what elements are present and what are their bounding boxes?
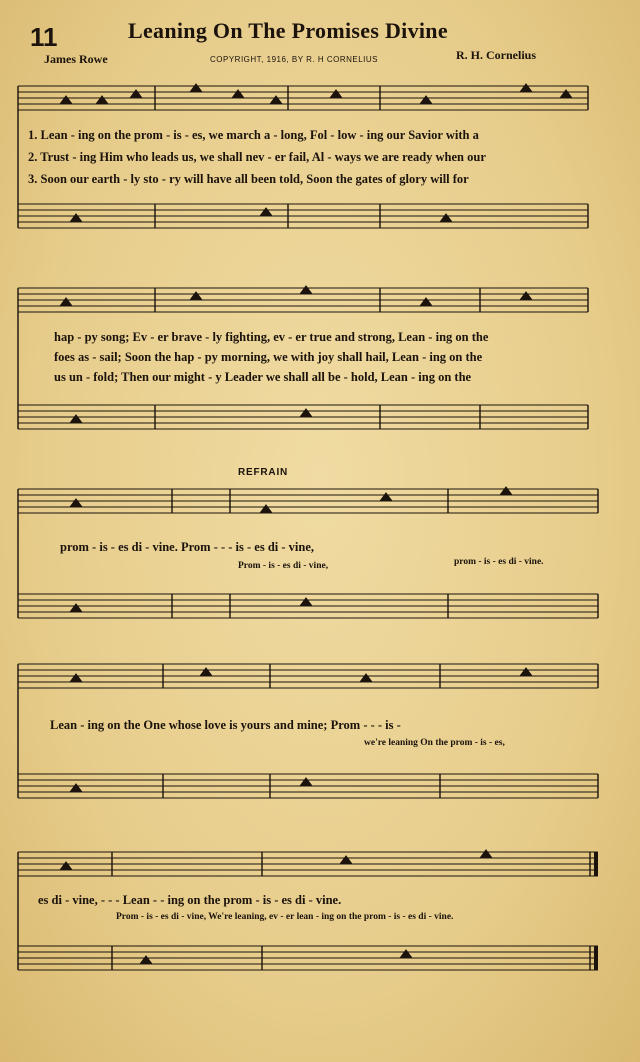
refrain-line-1: prom - is - es di - vine. Prom - - - is - es di - vine, <box>60 540 315 554</box>
staff-system-5-treble <box>18 852 598 876</box>
verse-1-line-1: 1. Lean - ing on the prom - is - es, we march a - long, Fol - low - ing our Savior with a <box>28 128 479 142</box>
composer-name: R. H. Cornelius <box>456 48 537 62</box>
refrain-bass-line-1a: Prom - is - es di - vine, <box>238 561 329 571</box>
staff-system-5-bass <box>18 946 598 970</box>
verse-3-line-1: 3. Soon our earth - ly sto - ry will have all been told, Soon the gates of glory will for <box>28 172 469 186</box>
verse-1-line-2: hap - py song; Ev - er brave - ly fighting, ev - er true and strong, Lean - ing on the <box>54 330 489 344</box>
lyricist-name: James Rowe <box>44 52 108 66</box>
refrain-label: REFRAIN <box>238 467 289 478</box>
hymn-number: 11 <box>30 22 58 52</box>
refrain-line-2: Lean - ing on the One whose love is yours and mine; Prom - - - is - <box>50 718 401 732</box>
refrain-bass-line-1b: prom - is - es di - vine. <box>454 557 544 567</box>
refrain-bass-line-3: Prom - is - es di - vine, We're leaning, ev - er lean - ing on the prom - is - es di - vine. <box>116 912 454 922</box>
hymn-title: Leaning On The Promises Divine <box>128 18 448 43</box>
verse-2-line-1: 2. Trust - ing Him who leads us, we shall nev - er fail, Al - ways we are ready when our <box>28 150 486 164</box>
staff-system-3-treble <box>18 489 598 513</box>
verse-3-line-2: us un - fold; Then our might - y Leader we shall all be - hold, Lean - ing on the <box>54 370 472 384</box>
refrain-line-3: es di - vine, - - - Lean - - ing on the prom - is - es di - vine. <box>38 893 342 907</box>
staff-system-1-bass <box>18 204 588 228</box>
verse-2-line-2: foes as - sail; Soon the hap - py morning, we with joy shall hail, Lean - ing on the <box>54 350 483 364</box>
refrain-bass-line-2: we're leaning On the prom - is - es, <box>364 738 505 748</box>
staff-system-4-treble <box>18 664 598 688</box>
copyright-notice: COPYRIGHT, 1916, BY R. H CORNELIUS <box>210 55 379 64</box>
